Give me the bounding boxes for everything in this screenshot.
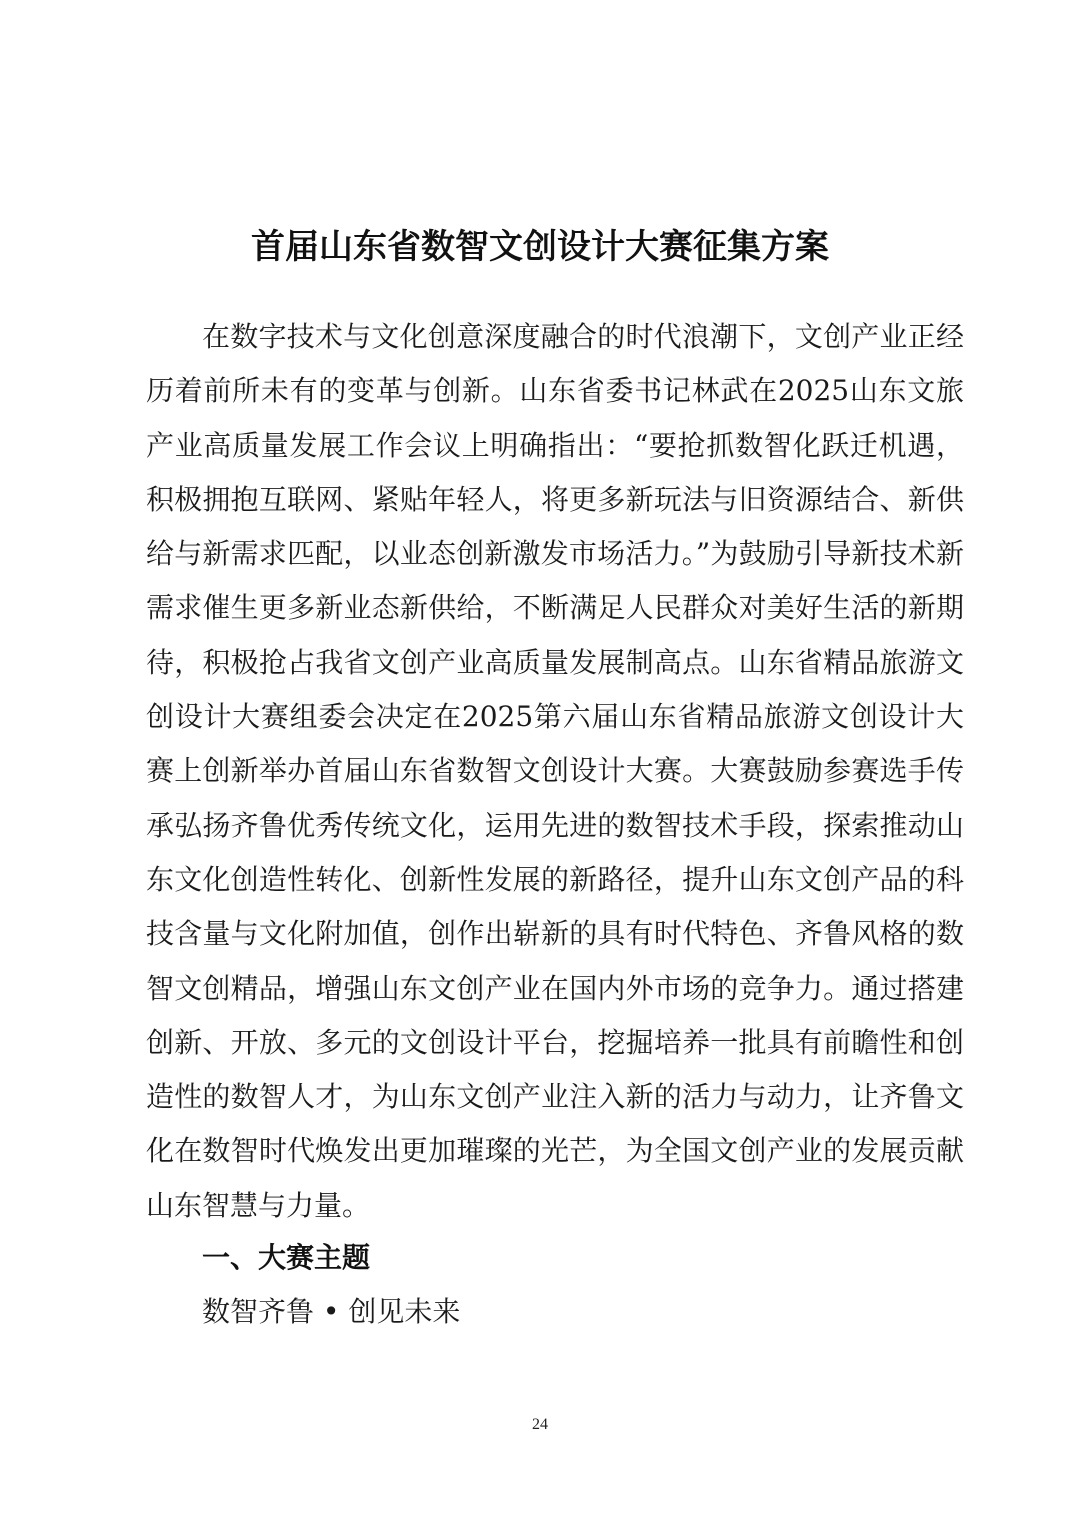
section-heading-theme: 一、大赛主题 [202, 1241, 371, 1274]
intro-paragraph: 在数字技术与文化创意深度融合的时代浪潮下，文创产业正经历着前所未有的变革与创新。山东省委书记林武在2025山东文旅产业高质量发展工作会议上明确指出：“要抢抓数智化跃迁机遇，积极拥抱互联网、紧贴年轻人，将更多新玩法与旧资源结合、新供给与新需求匹配，以业态创新激发市场活力。”为鼓励引导新技术新需求催生更多新业态新供给，不断满足人民群众对美好生活的新期待，积极抢占我省文创产业高质量发展制高点。山东省精品旅游文创设计大赛组委会决定在2025第六届山东省精品旅游文创设计大赛上创新举办首届山东省数智文创设计大赛。大赛鼓励参赛选手传承弘扬齐鲁优秀传统文化，运用先进的数智技术手段，探索推动山东文化创造性转化、创新性发展的新路径，提升山东文创产品的科技含量与文化附加值，创作出崭新的具有时代特色、齐鲁风格的数智文创精品，增强山东文创产业在国内外市场的竞争力。通过搭建创新、开放、多元的文创设计平台，挖掘培养一批具有前瞻性和创造性的数智人才，为山东文创产业注入新的活力与动力，让齐鲁文化在数智时代焕发出更加璀璨的光芒，为全国文创产业的发展贡献山东智慧与力量。 [146, 320, 964, 1222]
section-theme-content: 数智齐鲁 • 创见未来 [202, 1295, 461, 1328]
document-title: 首届山东省数智文创设计大赛征集方案 [251, 226, 829, 267]
page-number: 24 [532, 1416, 548, 1433]
